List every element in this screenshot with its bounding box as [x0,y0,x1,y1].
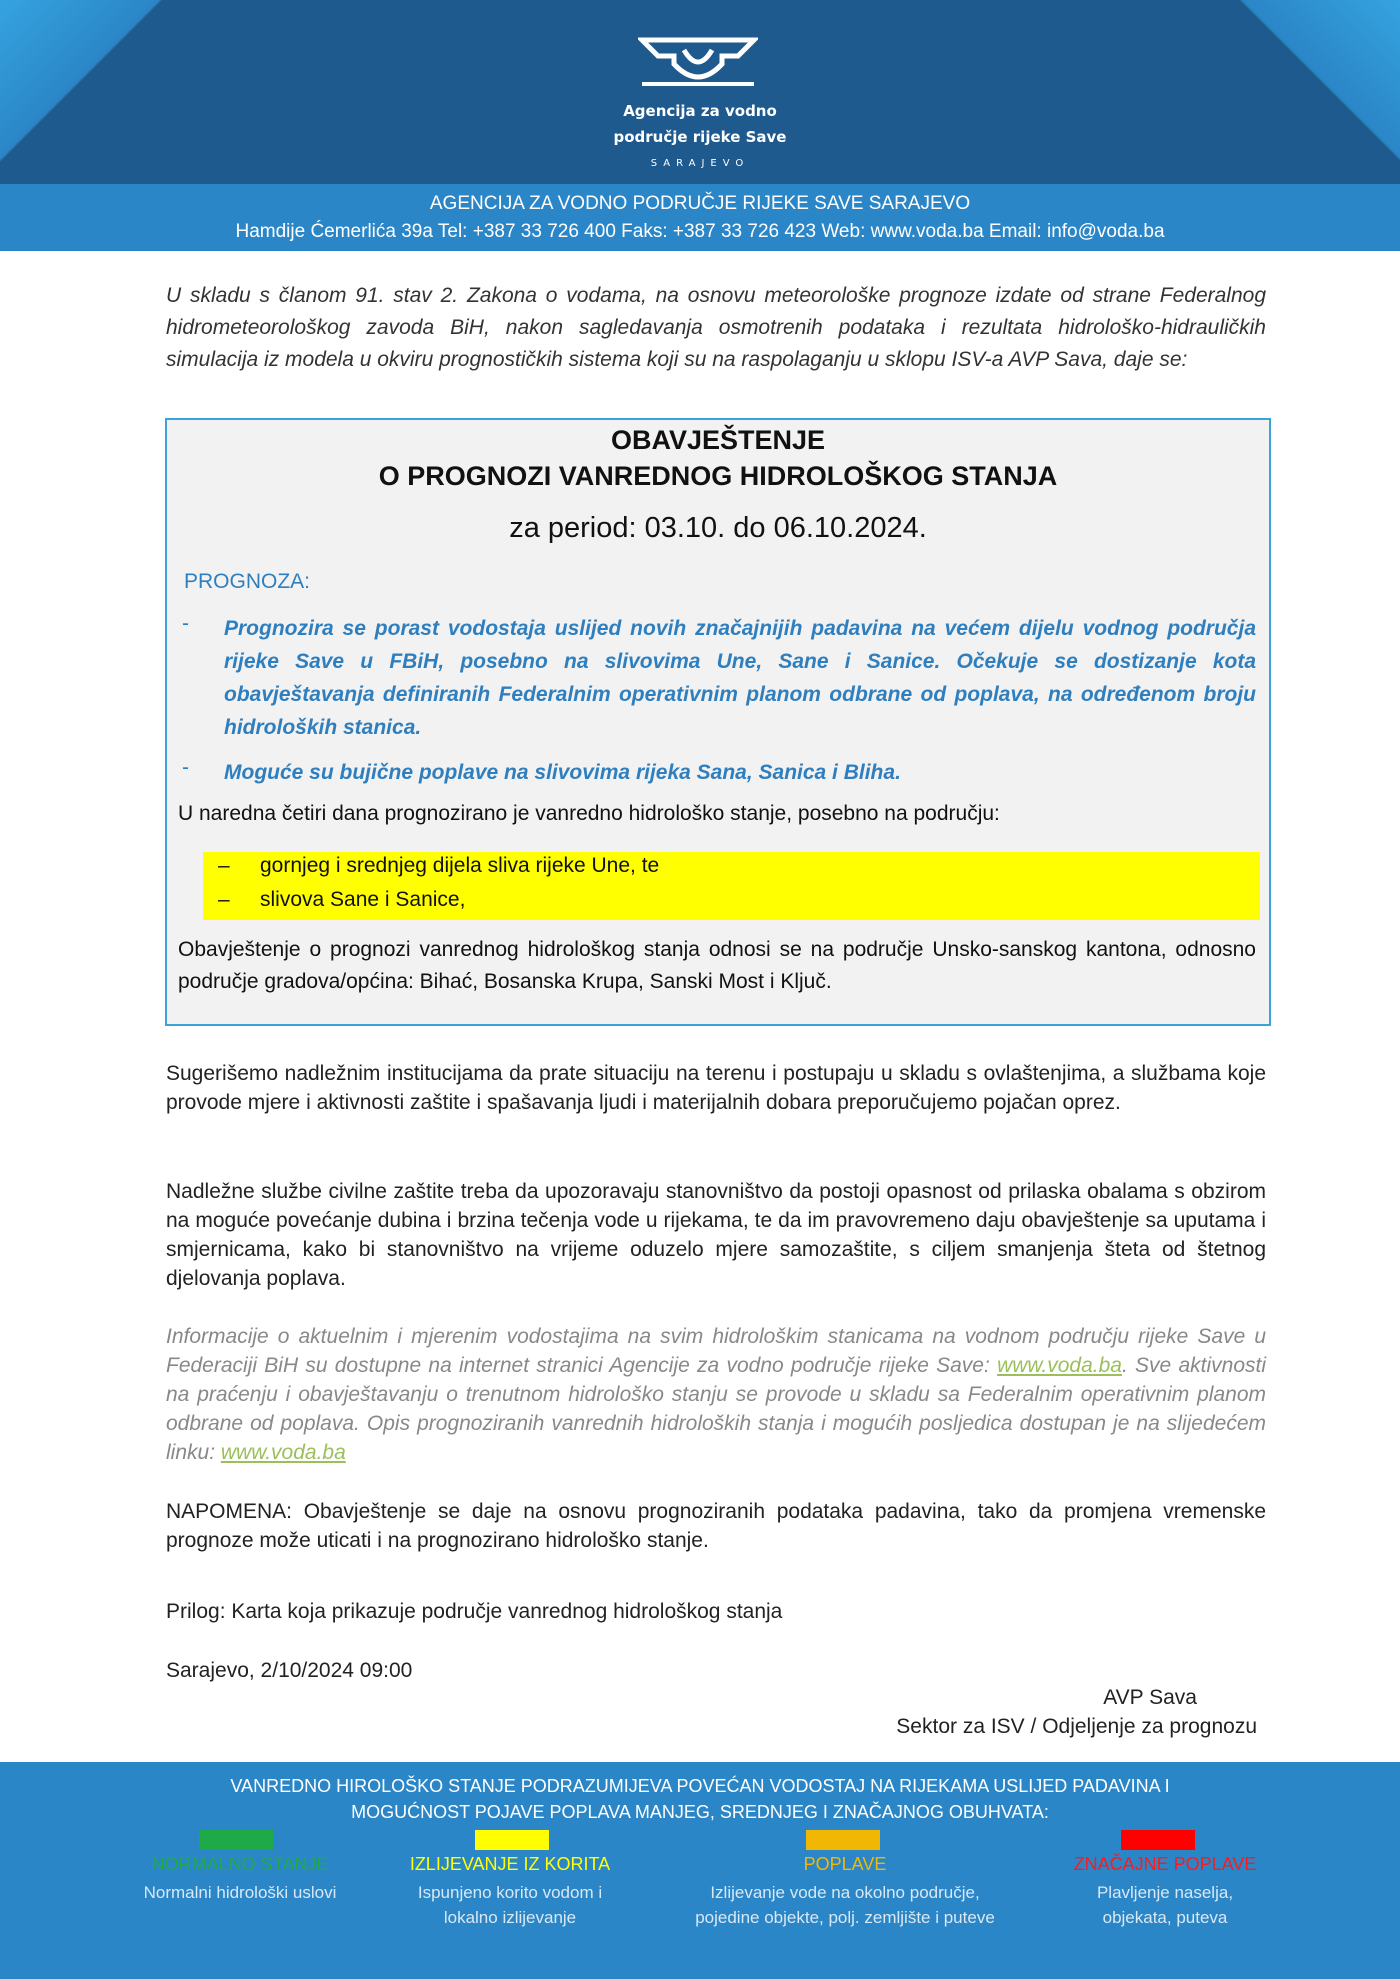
logo-text-line3: SARAJEVO [650,158,750,169]
note-paragraph: NAPOMENA: Obavještenje se daje na osnovu prognoziranih podataka padavina, tako da promjena vremenske prognoze može uticati i na prognozirano hidrološko stanje. [166,1500,1266,1552]
legend-desc-line: Plavljenje naselja, [1096,1883,1234,1902]
forecast-label: PROGNOZA: [184,570,311,593]
date-line: Sarajevo, 2/10/2024 09:00 [166,1659,413,1682]
legend-swatch [1121,1830,1195,1850]
signature-org: AVP Sava [1103,1686,1197,1709]
area-dash: – [218,854,230,877]
legend-description [330,1880,690,1930]
applies-plain: Obavještenje o prognozi vanrednog hidrološkog stanja odnosi se na područje [178,938,933,961]
forecast-bullet: - [182,756,189,779]
legend-title: POPLAVE [803,1854,887,1874]
legend-title: ZNAČAJNE POPLAVE [1073,1854,1257,1874]
recommendation-paragraph: Sugerišemo nadležnim institucijama da prate situaciju na terenu i postupaju u skladu s ovlaštenjima, a službama koje provode mjere i aktivnosti zaštite i spašavanja ljudi i materijalnih dobara preporučujemo pojačan oprez. [166,1062,1266,1114]
info-text-b: . Sve aktivnosti na praćenju i obavještavanju o trenutnom hidrološko stanju se provode u skladu sa Federalnim operativnim planom odbrane od poplava. Opis prognoziranih vanrednih hidroloških stanja i mogućih posljedica dostupan je na slijedećem linku: [166,1354,1266,1464]
legend-swatch [806,1830,880,1850]
header-corner-left [0,0,170,184]
area-dash: – [218,888,230,911]
info-text-a: Informacije o aktuelnim i mjerenim vodostajima na svim hidrološkim stanicama na vodnom području rijeke Save u Federaciji BiH su dostupne na internet stranici Agencije za vodno područje rijeke Save: [166,1325,1266,1377]
legend-swatch [475,1830,549,1850]
footer-line-2: MOGUĆNOST POJAVE POPLAVA MANJEG, SREDNJEG I ZNAČAJNOG OBUHVATA: [351,1802,1049,1822]
agency-contact: Hamdije Ćemerlića 39a Tel: +387 33 726 400 Faks: +387 33 726 423 Web: www.voda.ba Email: info@voda.ba [235,221,1165,242]
forecast-bullet: - [182,612,189,635]
legend-desc-line: Normalni hidrološki uslovi [143,1883,337,1902]
legend-description [985,1880,1345,1930]
legend-title: NORMALNO STANJE [151,1854,329,1874]
notice-period: za period: 03.10. do 06.10.2024. [509,512,927,544]
agency-logo-icon [638,34,758,94]
voda-link-1[interactable]: www.voda.ba [997,1354,1122,1377]
logo-text-line1: Agencija za vodno [623,102,777,120]
legend-desc-line: pojedine objekte, polj. zemljište i puteve [695,1908,995,1927]
attachment-line: Prilog: Karta koja prikazuje područje vanrednog hidrološkog stanja [166,1600,783,1623]
voda-link-2[interactable]: www.voda.ba [220,1441,346,1464]
information-paragraph [166,1322,1266,1467]
forecast-item-2: Moguće su bujične poplave na slivovima rijeka Sana, Sanica i Bliha. [224,761,901,784]
logo-text-line2: područje rijeke Save [613,128,787,146]
applies-statement [178,934,1256,998]
agency-name: AGENCIJA ZA VODNO PODRUČJE RIJEKE SAVE SARAJEVO [429,193,971,214]
applies-bold: Unsko-sanskog kantona, odnosno područje gradova/općina: Bihać, Bosanska Krupa, Sanski Most i Ključ. [178,938,1256,993]
notice-title: OBAVJEŠTENJE [610,425,826,455]
header-corner-right [1190,0,1400,184]
area-item-1: gornjeg i srednjeg dijela sliva rijeke Une, te [260,854,660,877]
legend-desc-line: Izlijevanje vode na okolno područje, [710,1883,980,1902]
notice-subtitle: O PROGNOZI VANREDNOG HIDROLOŠKOG STANJA [378,461,1058,491]
legend-desc-line: lokalno izlijevanje [443,1908,577,1927]
header-contact-band [0,184,1400,251]
area-item-2: slivova Sane i Sanice, [260,888,466,911]
legend-description [665,1880,1025,1930]
civil-protection-paragraph: Nadležne službe civilne zaštite treba da upozoravaju stanovništvo da postoji opasnost od prilaska obalama s obzirom na moguće povećanje dubina i brzina tečenja vode u rijekama, te da im pravovremeno daju obavještenje sa uputama i smjernicama, kako bi stanovništvo na vrijeme oduzelo mjere samozaštite, s ciljem smanjenja šteta od štetnog djelovanja poplava. [166,1180,1266,1290]
intro-paragraph: U skladu s članom 91. stav 2. Zakona o vodama, na osnovu meteorološke prognoze izdate od strane Federalnog hidrometeorološkog zavoda BiH, nakon sagledavanja osmotrenih podataka i rezultata hidrološko-hidrauličkih simulacija iz modela u okviru prognostičkih sistema koji su na raspolaganju u sklopu ISV-a AVP Sava, daje se: [166,284,1266,371]
footer-line-1: VANREDNO HIROLOŠKO STANJE PODRAZUMIJEVA POVEĆAN VODOSTAJ NA RIJEKAMA USLIJED PADAVINA I [230,1776,1170,1796]
legend-swatch [199,1830,273,1850]
forecast-item-1: Prognozira se porast vodostaja uslijed novih značajnijih padavina na većem dijelu vodnog područja rijeke Save u FBiH, posebno na slivovima Une, Sane i Sanice. Očekuje se dostizanje kota obavještavanja definiranih Federalnim operativnim planom odbrane od poplava, na određenom broju hidroloških stanica. [224,617,1256,739]
four-days-statement: U naredna četiri dana prognozirano je vanredno hidrološko stanje, posebno na području: [178,802,1000,825]
legend-title: IZLIJEVANJE IZ KORITA [409,1854,611,1874]
footer-legend [0,1762,1400,1979]
legend-desc-line: objekata, puteva [1102,1908,1228,1927]
legend-desc-line: Ispunjeno korito vodom i [417,1883,603,1902]
header-banner [0,0,1400,184]
signature-dept: Sektor za ISV / Odjeljenje za prognozu [896,1715,1257,1738]
